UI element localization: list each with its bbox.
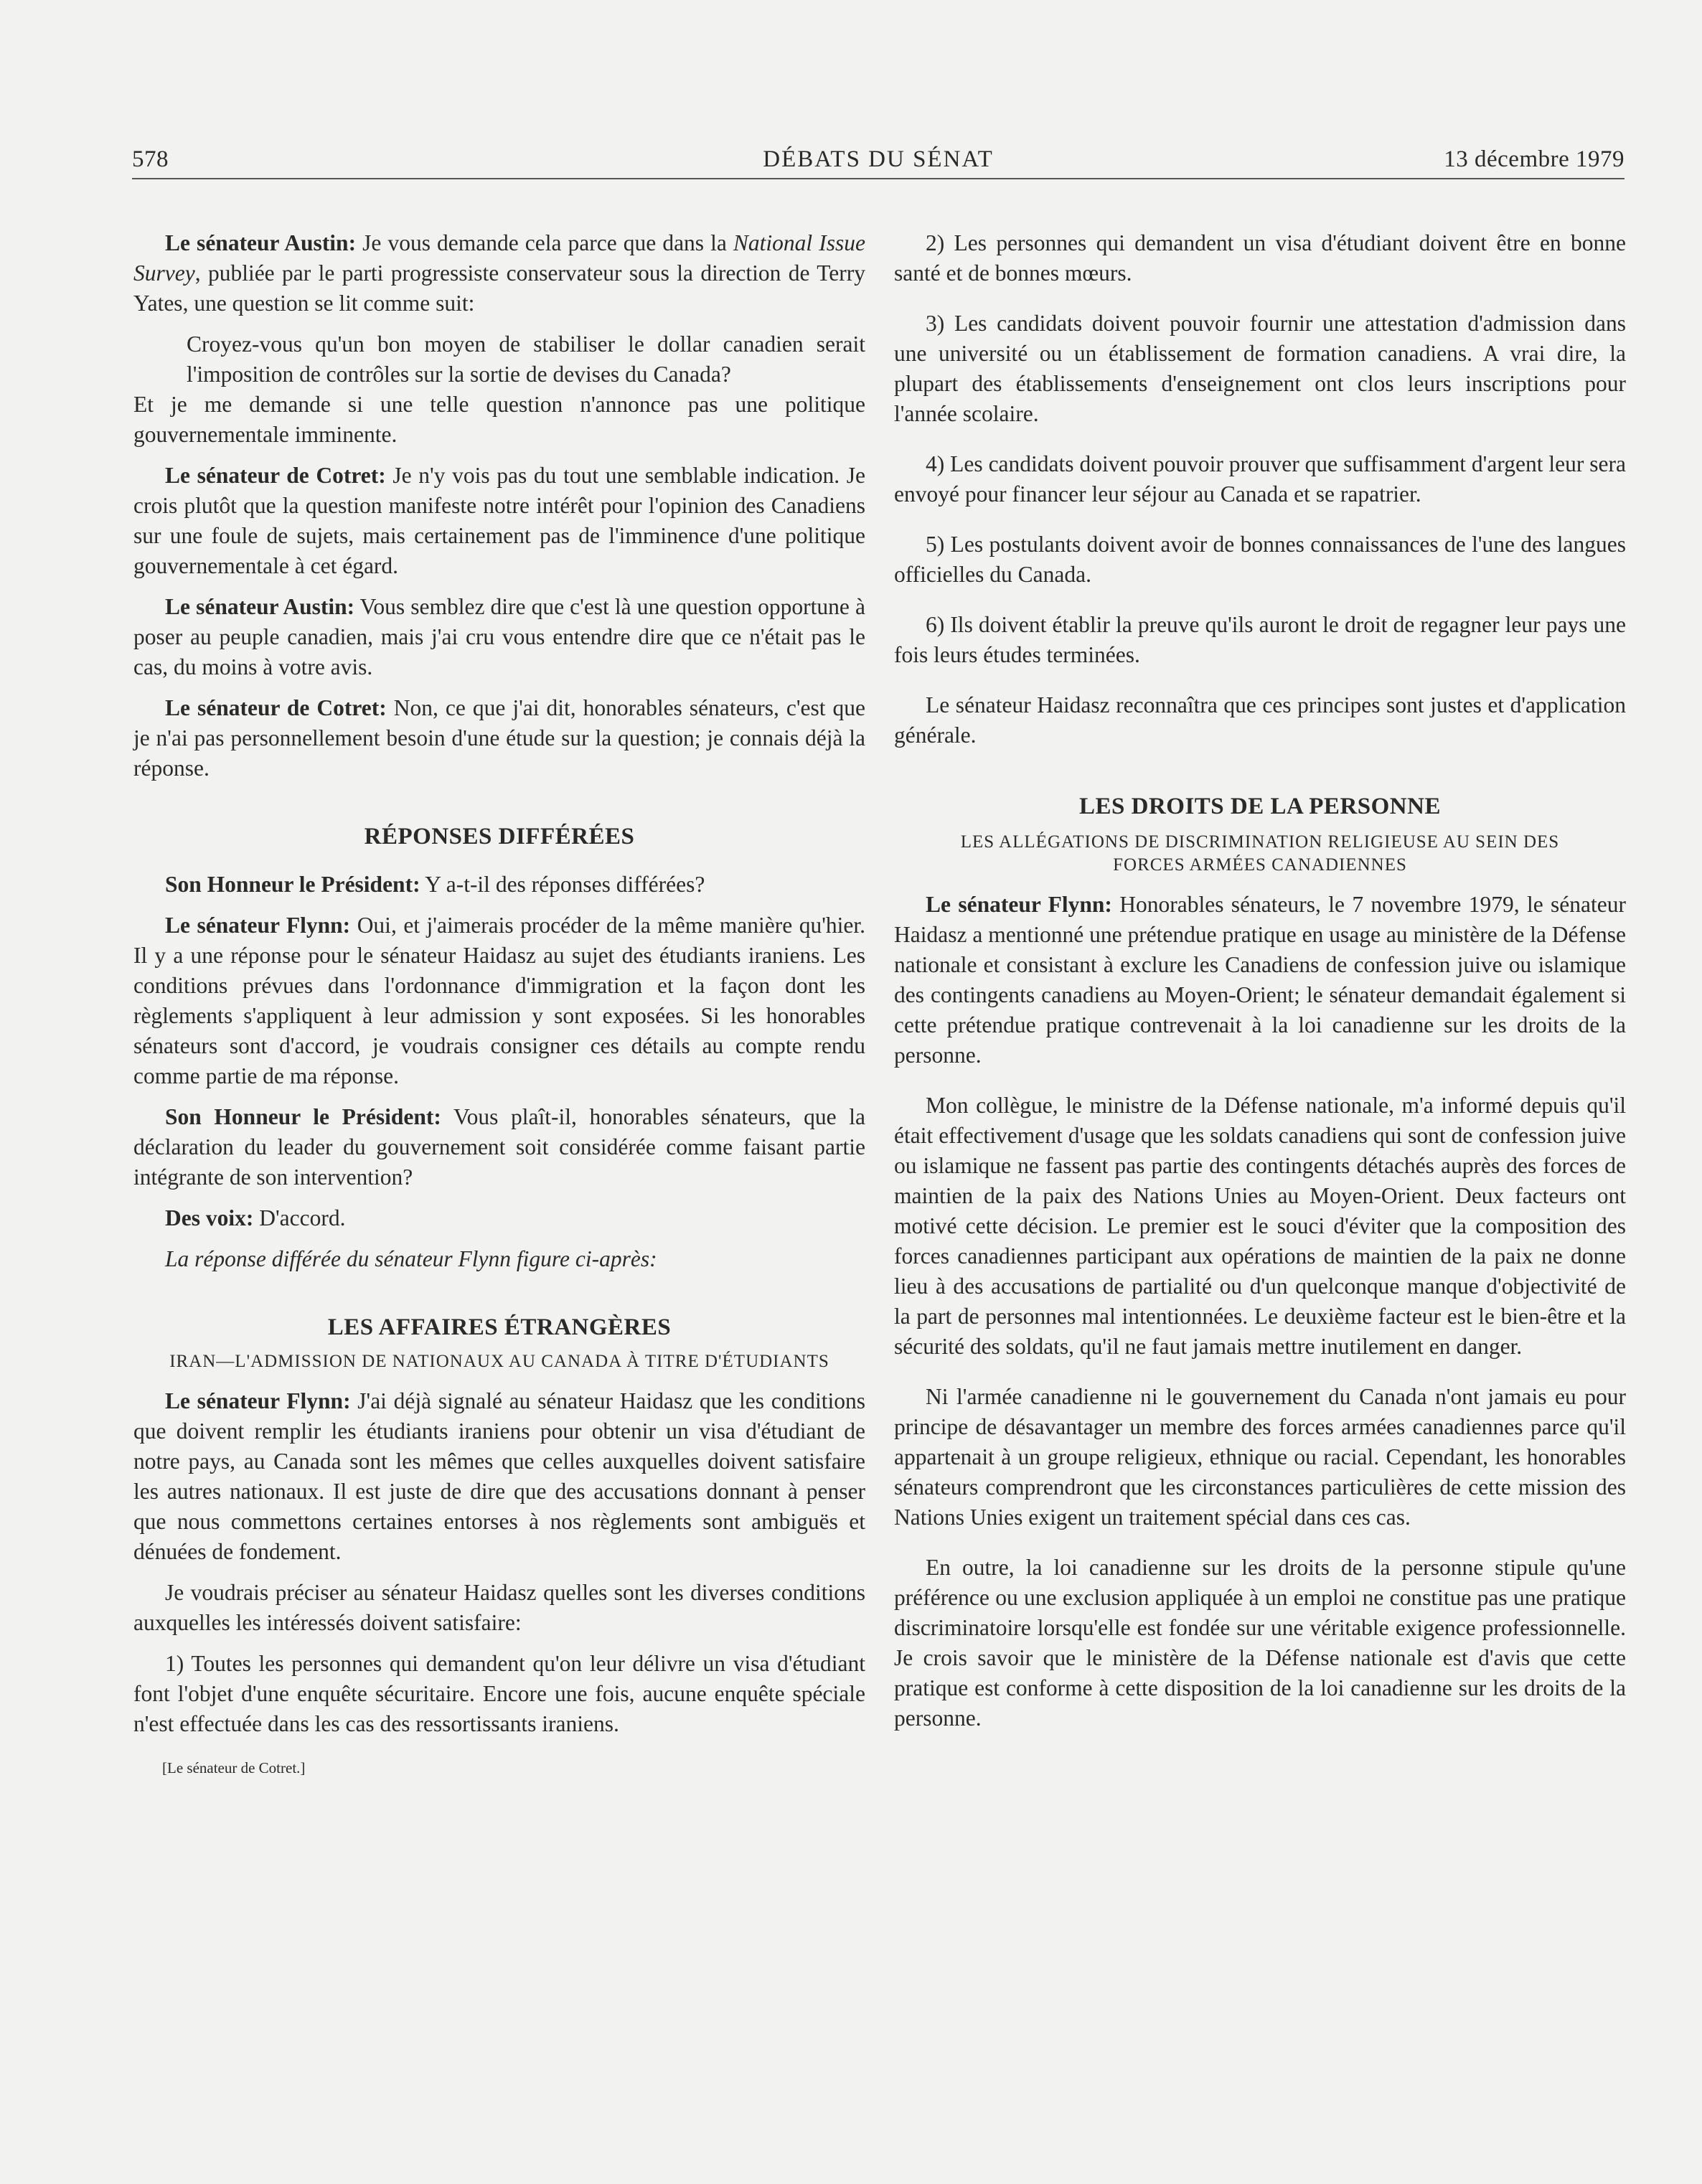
paragraph: Je voudrais préciser au sénateur Haidasz quelles sont les diverses conditions auxquelles les intéressés doivent satisfaire: bbox=[133, 1580, 865, 1635]
speaker-label: Le sénateur de Cotret: bbox=[165, 463, 386, 488]
issue-date: 13 décembre 1979 bbox=[1444, 146, 1625, 172]
speaker-label: Son Honneur le Président: bbox=[165, 872, 420, 897]
speaker-label: Le sénateur Austin: bbox=[165, 230, 357, 255]
speaker-label: Le sénateur Austin: bbox=[165, 594, 355, 619]
paragraph: Le sénateur Flynn: Honorables sénateurs, le 7 novembre 1979, le sénateur Haidasz a mentionné une prétendue pratique en usage au ministère de la Défense nationale et consistant à exclure les Canadiens de confession juive ou islamique des contingents canadiens au Moyen-Orient; le sénateur demandait également si cette prétendue pratique contrevenait à la loi canadienne sur les droits de la personne. bbox=[894, 892, 1626, 1068]
section-heading: LES DROITS DE LA PERSONNE bbox=[1079, 794, 1441, 819]
speaker-label: Le sénateur de Cotret: bbox=[165, 695, 387, 720]
paragraph: Le sénateur de Cotret: Non, ce que j'ai dit, honorables sénateurs, c'est que je n'ai pas personnellement besoin d'une étude sur la question; je connais déjà la réponse. bbox=[133, 695, 866, 781]
paragraph: Des voix: D'accord. bbox=[165, 1205, 346, 1230]
section-heading: RÉPONSES DIFFÉRÉES bbox=[364, 824, 635, 849]
paragraph: En outre, la loi canadienne sur les droits de la personne stipule qu'une préférence ou une exclusion appliquée à un emploi ne constitue pas une pratique discriminatoire lorsqu'elle est fondée sur une véritable exigence professionnelle. Je crois savoir que le ministère de la Défense nationale est d'avis que cette pratique est conforme à cette disposition de la loi canadienne sur les droits de la personne. bbox=[894, 1555, 1626, 1731]
publication-title: DÉBATS DU SÉNAT bbox=[763, 146, 994, 172]
page-footnote: [Le sénateur de Cotret.] bbox=[162, 1759, 306, 1776]
page-number: 578 bbox=[132, 146, 169, 172]
paragraph: 3) Les candidats doivent pouvoir fournir une attestation d'admission dans une université ou un établissement de formation canadiens. A vrai dire, la plupart des établissements d'enseignement ont clos leurs inscriptions pour l'année scolaire. bbox=[894, 311, 1626, 426]
paragraph: 6) Ils doivent établir la preuve qu'ils auront le droit de regagner leur pays une fois leurs études terminées. bbox=[894, 612, 1626, 667]
section-subheading: LES ALLÉGATIONS DE DISCRIMINATION RELIGIEUSE AU SEIN DES FORCES ARMÉES CANADIENNES bbox=[960, 832, 1560, 875]
paragraph: Son Honneur le Président: Y a-t-il des réponses différées? bbox=[165, 872, 705, 897]
speaker-label: Des voix: bbox=[165, 1205, 254, 1230]
paragraph: 5) Les postulants doivent avoir de bonnes connaissances de l'une des langues officielles du Canada. bbox=[894, 532, 1626, 587]
paragraph: Le sénateur Austin: Vous semblez dire que c'est là une question opportune à poser au peuple canadien, mais j'ai cru vous entendre dire que ce n'était pas le cas, du moins à votre avis. bbox=[133, 594, 865, 679]
speaker-label: Son Honneur le Président: bbox=[165, 1104, 441, 1129]
paragraph: Le sénateur Flynn: J'ai déjà signalé au sénateur Haidasz que les conditions que doivent remplir les étudiants iraniens pour obtenir un visa d'étudiant de notre pays, au Canada sont les mêmes que celles auxquelles doivent satisfaire les autres nationaux. Il est juste de dire que des accusations donnant à penser que nous commettons certaines entorses à nos règlements sont ambiguës et dénuées de fondement. bbox=[133, 1388, 865, 1564]
paragraph: Ni l'armée canadienne ni le gouvernement du Canada n'ont jamais eu pour principe de désavantager un membre des forces armées canadiennes parce qu'il appartenait à un groupe religieux, ethnique ou racial. Cependant, les honorables sénateurs comprendront que les circonstances particulières de cette mission des Nations Unies exigent un traitement spécial dans ces cas. bbox=[894, 1384, 1626, 1530]
paragraph: Son Honneur le Président: Vous plaît-il, honorables sénateurs, que la déclaration du leader du gouvernement soit considérée comme faisant partie intégrante de son intervention? bbox=[133, 1104, 865, 1190]
left-column bbox=[133, 228, 865, 1778]
speaker-label: Le sénateur Flynn: bbox=[926, 892, 1112, 917]
publication-name: National Issue Survey bbox=[133, 230, 865, 286]
block-quote: Croyez-vous qu'un bon moyen de stabiliser le dollar canadien serait l'imposition de contrôles sur la sortie de devises du Canada? bbox=[187, 331, 865, 387]
paragraph: Le sénateur de Cotret: Je n'y vois pas du tout une semblable indication. Je crois plutôt que la question manifeste notre intérêt pour l'opinion des Canadiens sur une foule de sujets, mais certainement pas de l'imminence d'une politique gouvernementale à cet égard. bbox=[133, 463, 865, 578]
section-heading: LES AFFAIRES ÉTRANGÈRES bbox=[327, 1314, 672, 1340]
paragraph: La réponse différée du sénateur Flynn figure ci-après: bbox=[165, 1246, 657, 1271]
section-subheading: IRAN—L'ADMISSION DE NATIONAUX AU CANADA À TITRE D'ÉTUDIANTS bbox=[169, 1352, 829, 1371]
paragraph: Le sénateur Flynn: Oui, et j'aimerais procéder de la même manière qu'hier. Il y a une réponse pour le sénateur Haidasz au sujet des étudiants iraniens. Les conditions prévues dans l'ordonnance d'immigration et la façon dont les règlements s'appliquent à leur admission y sont exposées. Si les honorables sénateurs sont d'accord, je voudrais consigner ces détails au compte rendu comme partie de ma réponse. bbox=[133, 913, 865, 1088]
speaker-label: Le sénateur Flynn: bbox=[165, 1388, 351, 1413]
paragraph: Le sénateur Haidasz reconnaîtra que ces principes sont justes et d'application générale. bbox=[894, 692, 1626, 748]
page-header bbox=[132, 141, 1625, 179]
right-column bbox=[894, 228, 1626, 1754]
paragraph: 2) Les personnes qui demandent un visa d'étudiant doivent être en bonne santé et de bonnes mœurs. bbox=[894, 230, 1626, 286]
paragraph: Le sénateur Austin: Je vous demande cela parce que dans la National Issue Survey, publiée par le parti progressiste conservateur sous la direction de Terry Yates, une question se lit comme suit: bbox=[133, 230, 865, 316]
paragraph: Et je me demande si une telle question n'annonce pas une politique gouvernementale imminente. bbox=[133, 392, 865, 447]
paragraph: Mon collègue, le ministre de la Défense nationale, m'a informé depuis qu'il était effectivement d'usage que les soldats canadiens qui sont de confession juive ou islamique ne fassent pas partie des contingents détachés auprès des forces de maintien de la paix des Nations Unies au Moyen-Orient. Deux facteurs ont motivé cette décision. Le premier est le souci d'éviter que la composition des forces canadiennes participant aux opérations de maintien de la paix ne donne lieu à des accusations de partialité ou d'un quelconque manque d'objectivité de la part de personnes mal intentionnées. Le deuxième facteur est le bien-être et la sécurité des soldats, qu'il ne faut jamais mettre inutilement en danger. bbox=[894, 1093, 1626, 1359]
paragraph: 4) Les candidats doivent pouvoir prouver que suffisamment d'argent leur sera envoyé pour financer leur séjour au Canada et se rapatrier. bbox=[894, 451, 1626, 507]
speaker-label: Le sénateur Flynn: bbox=[165, 913, 351, 938]
paragraph: 1) Toutes les personnes qui demandent qu'on leur délivre un visa d'étudiant font l'objet d'une enquête sécuritaire. Encore une fois, aucune enquête spéciale n'est effectuée dans les cas des ressortissants iraniens. bbox=[133, 1651, 865, 1736]
